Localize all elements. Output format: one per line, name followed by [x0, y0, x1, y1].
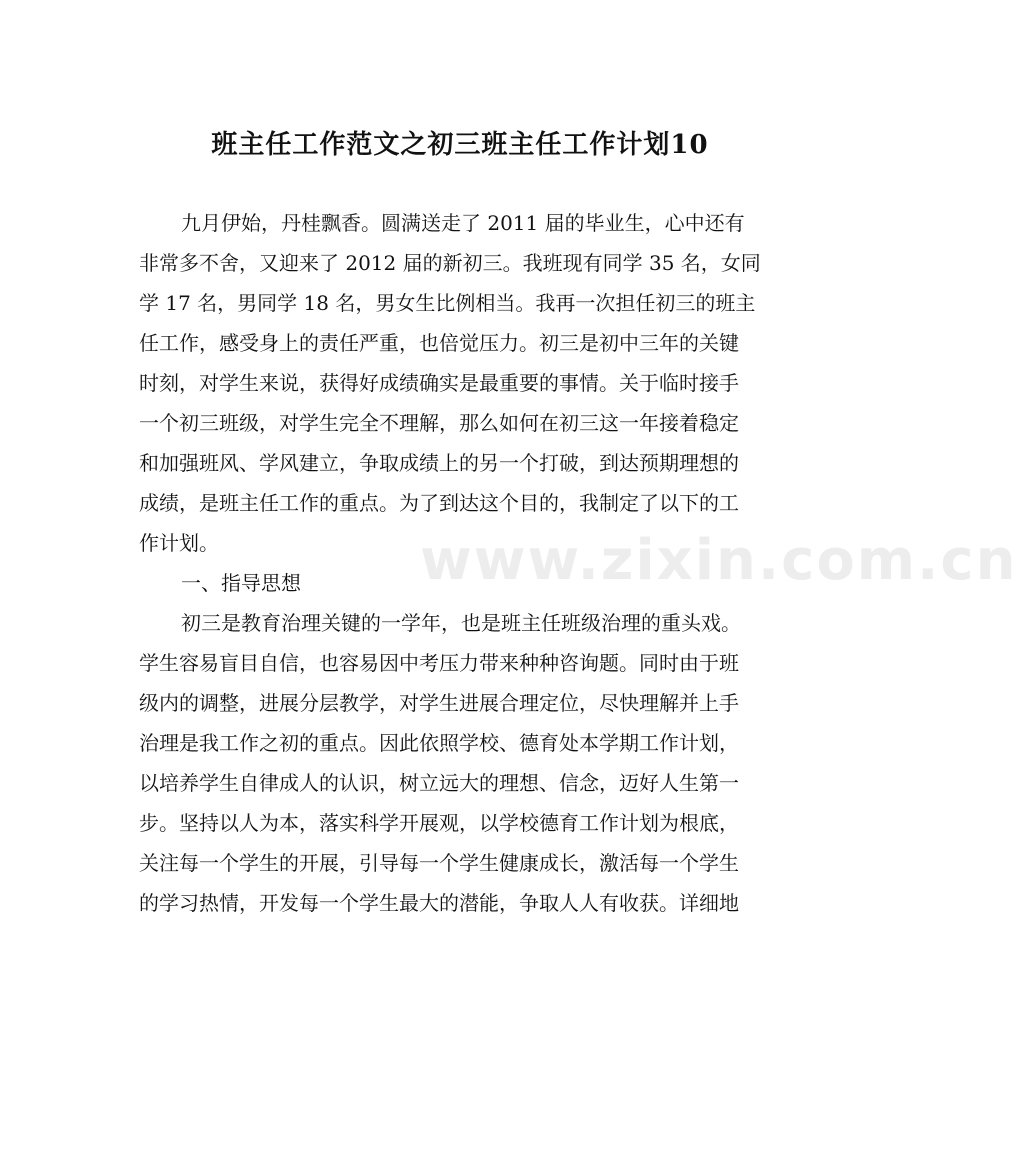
document-title: 班主任工作范文之初三班主任工作计划10: [211, 130, 709, 160]
paragraph-line: 非常多不舍，又迎来了 2012 届的新初三。我班现有同学 35 名，女同: [139, 251, 761, 275]
paragraph-line: 初三是教育治理关键的一学年，也是班主任班级治理的重头戏。: [181, 611, 741, 635]
paragraph-line: 以培养学生自律成人的认识，树立远大的理想、信念，迈好人生第一: [139, 771, 739, 795]
paragraph-line: 作计划。: [139, 531, 219, 555]
paragraph-line: 学生容易盲目自信，也容易因中考压力带来种种咨询题。同时由于班: [139, 651, 739, 675]
paragraph-line: 九月伊始，丹桂飘香。圆满送走了 2011 届的毕业生，心中还有: [181, 211, 745, 235]
paragraph-line: 步。坚持以人为本，落实科学开展观，以学校德育工作计划为根底，: [139, 811, 739, 835]
paragraph-line: 一个初三班级，对学生完全不理解，那么如何在初三这一年接着稳定: [139, 411, 739, 435]
paragraph-line: 的学习热情，开发每一个学生最大的潜能，争取人人有收获。详细地: [139, 891, 739, 915]
paragraph-line: 成绩，是班主任工作的重点。为了到达这个目的，我制定了以下的工: [139, 491, 739, 515]
paragraph-line: 级内的调整，进展分层教学，对学生进展合理定位，尽快理解并上手: [139, 691, 739, 715]
document-body: [139, 203, 775, 923]
paragraph-line: 治理是我工作之初的重点。因此依照学校、德育处本学期工作计划，: [139, 731, 739, 755]
paragraph-line: 关注每一个学生的开展，引导每一个学生健康成长，激活每一个学生: [139, 851, 739, 875]
paragraph-line: 时刻，对学生来说，获得好成绩确实是最重要的事情。关于临时接手: [139, 371, 739, 395]
paragraph-line: 学 17 名，男同学 18 名，男女生比例相当。我再一次担任初三的班主: [139, 291, 756, 315]
section-heading: 一、指导思想: [181, 571, 301, 595]
paragraph-line: 和加强班风、学风建立，争取成绩上的另一个打破，到达预期理想的: [139, 451, 739, 475]
paragraph-line: 任工作，感受身上的责任严重，也倍觉压力。初三是初中三年的关键: [139, 331, 739, 355]
watermark-text: www.zixin.com.cn: [420, 528, 1018, 593]
